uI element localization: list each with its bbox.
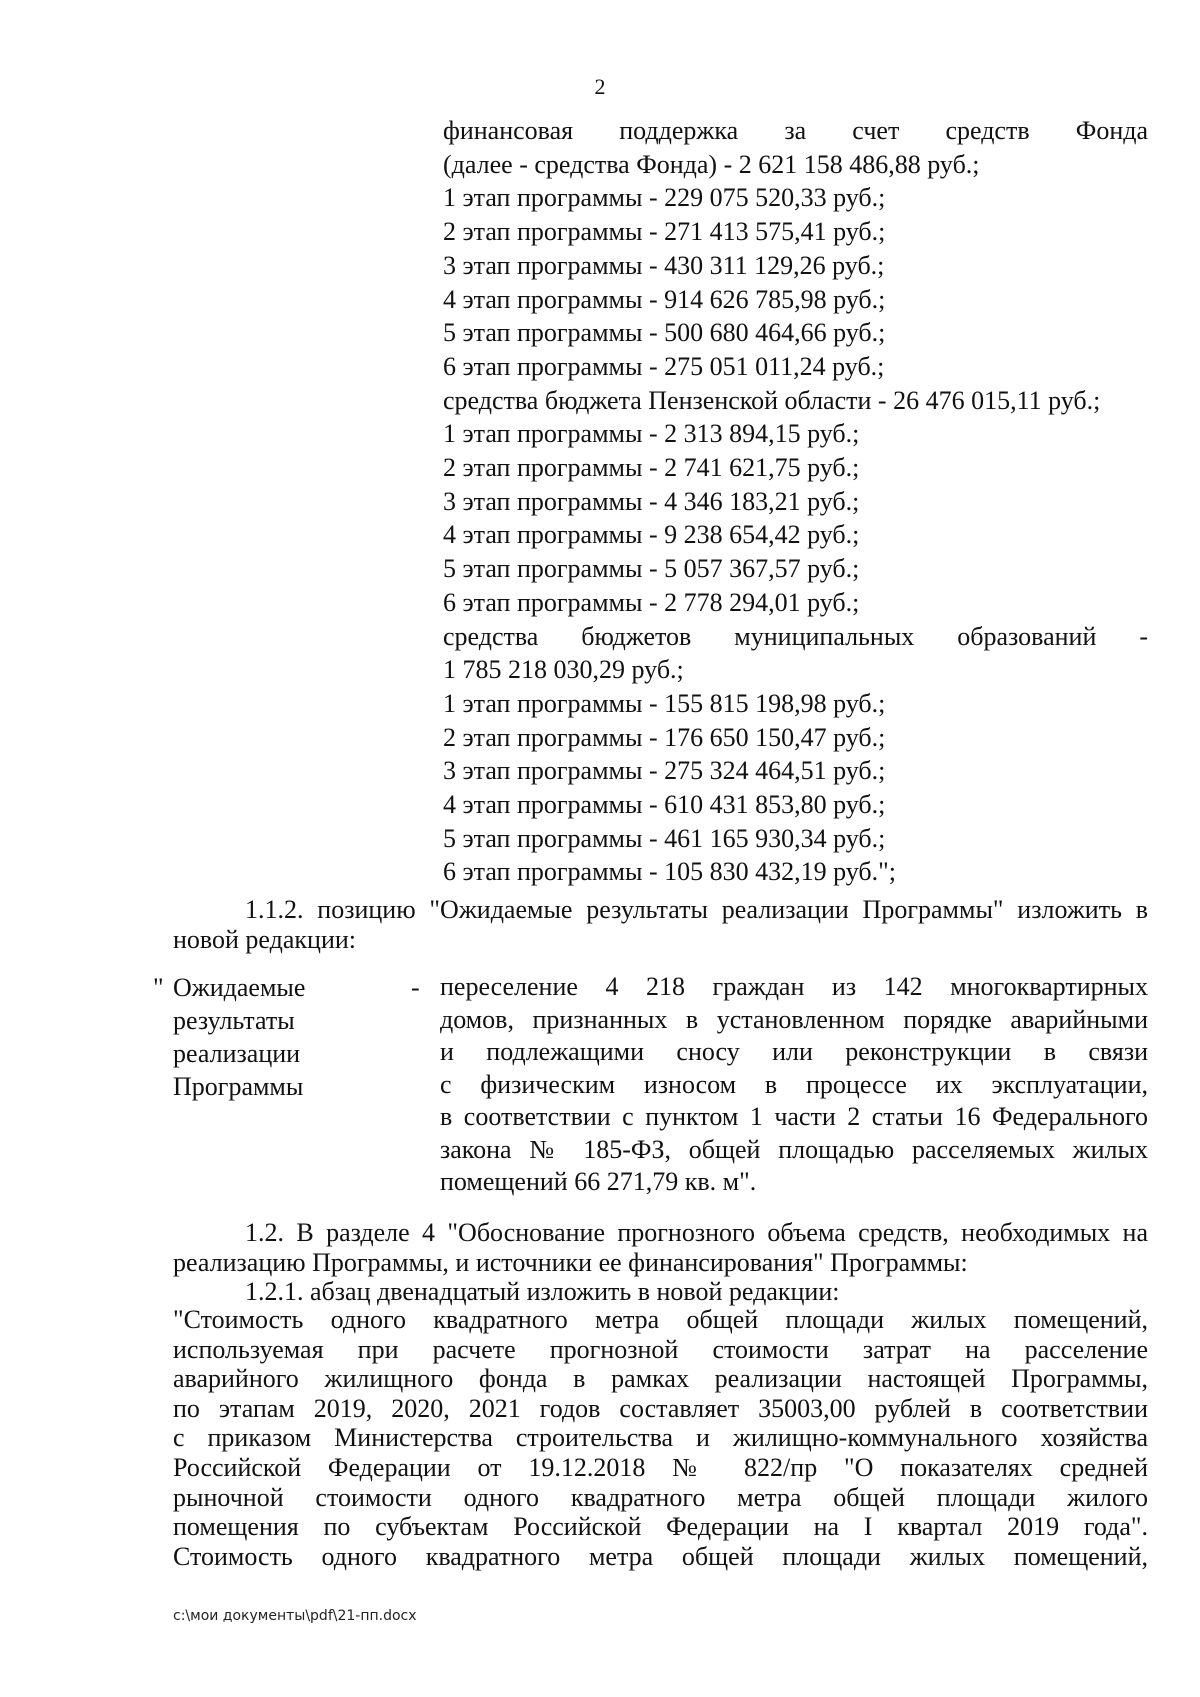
paragraph-1-1-2: 1.1.2. позицию "Ожидаемые результаты реализации Программы" изложить в новой редакции: xyxy=(173,895,1148,954)
results-line: переселение 4 218 граждан из 142 многоквартирных xyxy=(440,972,1148,1001)
financing-line: 2 этап программы - 271 413 575,41 руб.; xyxy=(443,217,886,247)
results-line: домов, признанных в установленном порядке аварийными xyxy=(440,1004,1148,1034)
results-line: в соответствии с пунктом 1 части 2 статьи 16 Федерального xyxy=(440,1102,1148,1131)
financing-line: 4 этап программы - 9 238 654,42 руб.; xyxy=(443,520,860,550)
file-path-footer: c:\мои документы\pdf\21-пп.docx xyxy=(173,1608,417,1624)
page-number: 2 xyxy=(594,74,606,99)
financing-block xyxy=(443,114,1148,889)
municipal-line: средства бюджетов муниципальных образований - xyxy=(443,621,1148,651)
financing-line: (далее - средства Фонда) - 2 621 158 486,88 руб.; xyxy=(443,149,980,179)
cost-line: помещения по субъектам Российской Федерации на I квартал 2019 года". xyxy=(173,1512,1148,1542)
financing-line: 1 этап программы - 2 313 894,15 руб.; xyxy=(443,419,860,449)
financing-line: 3 этап программы - 4 346 183,21 руб.; xyxy=(443,486,860,516)
results-line: и подлежащими сносу или реконструкции в связи xyxy=(440,1037,1148,1066)
cost-line: "Стоимость одного квадратного метра общей площади жилых помещений, xyxy=(173,1305,1148,1334)
financing-line: 6 этап программы - 275 051 011,24 руб.; xyxy=(443,351,885,381)
financing-line: 1 этап программы - 229 075 520,33 руб.; xyxy=(443,183,886,213)
financing-line: средства бюджета Пензенской области - 26 476 015,11 руб.; xyxy=(443,385,1101,415)
paragraph-1-2-1: 1.2.1. абзац двенадцатый изложить в новой редакции: xyxy=(245,1277,840,1306)
municipal-stage-line: 4 этап программы - 610 431 853,80 руб.; xyxy=(443,790,886,820)
results-line: с физическим износом в процессе их эксплуатации, xyxy=(440,1069,1148,1099)
open-quote: " xyxy=(153,973,164,1002)
financing-line: 6 этап программы - 2 778 294,01 руб.; xyxy=(443,587,860,617)
paragraph-1-2: 1.2. В разделе 4 "Обоснование прогнозного объема средств, необходимых на реализацию Программы, и источники ее финансирования" Программы: xyxy=(173,1218,1148,1277)
financing-line: 5 этап программы - 500 680 464,66 руб.; xyxy=(443,318,886,348)
municipal-stage-line: 2 этап программы - 176 650 150,47 руб.; xyxy=(443,722,886,752)
results-text xyxy=(440,971,1148,1199)
municipal-stage-line: 5 этап программы - 461 165 930,34 руб.; xyxy=(443,823,886,853)
results-dash: - xyxy=(411,973,420,1002)
financing-line: 5 этап программы - 5 057 367,57 руб.; xyxy=(443,554,860,584)
municipal-stage-line: 1 этап программы - 155 815 198,98 руб.; xyxy=(443,688,886,718)
municipal-stage-line: 3 этап программы - 275 324 464,51 руб.; xyxy=(443,756,886,786)
cost-line: с приказом Министерства строительства и жилищно-коммунального хозяйства xyxy=(173,1423,1148,1453)
financing-line: 2 этап программы - 2 741 621,75 руб.; xyxy=(443,453,860,483)
results-line: помещений 66 271,79 кв. м". xyxy=(440,1167,757,1196)
financing-first-line: финансовая поддержка за счет средств Фонда xyxy=(443,116,1148,145)
municipal-stage-line: 6 этап программы - 105 830 432,19 руб."; xyxy=(443,857,896,887)
cost-paragraph xyxy=(173,1305,1148,1571)
financing-line: 3 этап программы - 430 311 129,26 руб.; xyxy=(443,250,885,280)
cost-line: Стоимость одного квадратного метра общей площади жилых помещений, xyxy=(173,1541,1148,1571)
cost-line: аварийного жилищного фонда в рамках реализации настоящей Программы, xyxy=(173,1364,1148,1394)
cost-line: рыночной стоимости одного квадратного метра общей площади жилого xyxy=(173,1482,1148,1512)
results-line: закона № 185-ФЗ, общей площадью расселяемых жилых xyxy=(440,1134,1148,1164)
municipal-amount-line: 1 785 218 030,29 руб.; xyxy=(443,655,684,685)
financing-line: 4 этап программы - 914 626 785,98 руб.; xyxy=(443,284,886,314)
cost-line: по этапам 2019, 2020, 2021 годов составляет 35003,00 рублей в соответствии xyxy=(173,1393,1148,1423)
cost-line: Российской Федерации от 19.12.2018 № 822/пр "О показателях средней xyxy=(173,1452,1148,1482)
cost-line: используемая при расчете прогнозной стоимости затрат на расселение xyxy=(173,1334,1148,1364)
results-label: Ожидаемые результаты реализации Программы xyxy=(173,973,306,1101)
